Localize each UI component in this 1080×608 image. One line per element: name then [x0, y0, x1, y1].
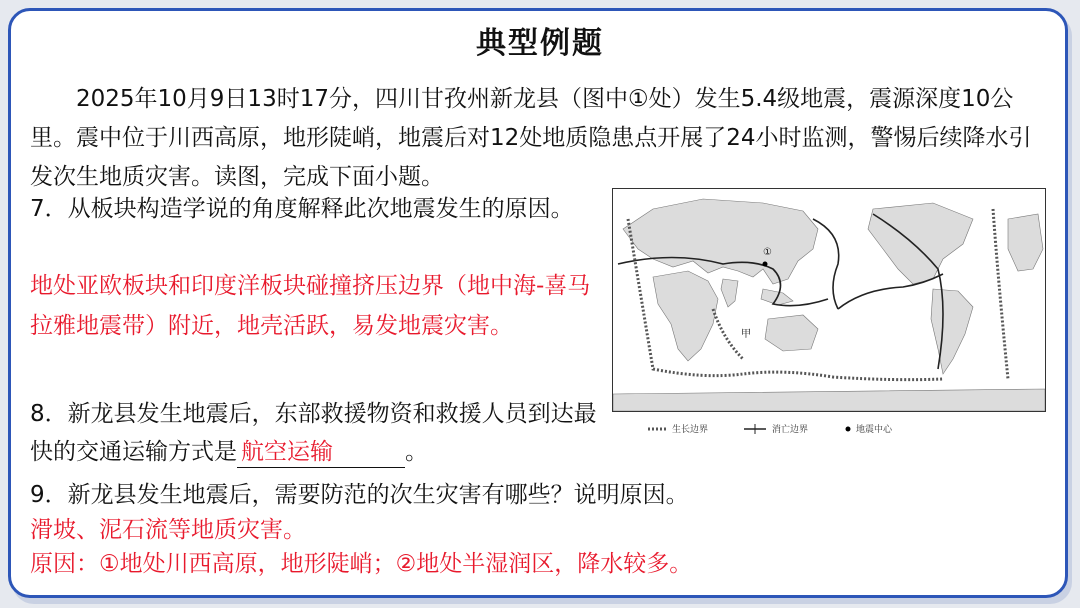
- question-9: 9．新龙县发生地震后，需要防范的次生灾害有哪些？说明原因。: [30, 482, 689, 508]
- legend-growth: 生长边界: [646, 422, 708, 435]
- epicenter-marker: [763, 262, 768, 267]
- plate-map: [612, 188, 1046, 412]
- subduction-boundary-icon: [742, 423, 768, 435]
- continent-india: [721, 279, 738, 307]
- epicenter-dot-icon: [844, 425, 852, 433]
- question-7: 7．从板块构造学说的角度解释此次地震发生的原因。: [30, 196, 574, 222]
- legend-subduction: 消亡边界: [742, 422, 808, 435]
- continent-south-america: [931, 289, 973, 374]
- continent-eurasia: [623, 199, 818, 284]
- answer-9-line2: 原因：①地处川西高原，地形陡峭；②地处半湿润区，降水较多。: [30, 551, 693, 577]
- ridge-indian: [713, 309, 743, 359]
- answer-9-line1: 滑坡、泥石流等地质灾害。: [30, 517, 306, 543]
- legend-epicenter: 地震中心: [844, 422, 892, 435]
- continent-north-america: [868, 203, 973, 284]
- ridge-atlantic: [993, 209, 1008, 379]
- question-8: [30, 395, 610, 471]
- plate-label-jia: 甲: [741, 329, 751, 340]
- slide-title: 典型例题: [476, 26, 604, 61]
- continent-antarctica: [613, 389, 1045, 411]
- growth-boundary-icon: [646, 423, 668, 435]
- question-8-text: 8．新龙县发生地震后，东部救援物资和救援人员到达最快的交通运输方式是: [30, 401, 597, 465]
- question-8-end: 。: [405, 439, 428, 465]
- plate-map-svg: [613, 189, 1045, 411]
- epicenter-label: ①: [763, 247, 772, 258]
- map-legend: [612, 418, 1044, 442]
- continent-australia: [765, 315, 818, 351]
- answer-8-blank: 航空运输: [237, 437, 405, 468]
- continent-africa: [653, 271, 718, 361]
- continent-west-europe: [1008, 214, 1043, 271]
- intro-paragraph: 2025年10月9日13时17分，四川甘孜州新龙县（图中①处）发生5.4级地震，震源深度10公里。震中位于川西高原，地形陡峭，地震后对12处地质隐患点开展了24小时监测，警惕后续降水引发次生地质灾害。读图，完成下面小题。: [30, 86, 1032, 190]
- answer-7: 地处亚欧板块和印度洋板块碰撞挤压边界（地中海-喜马拉雅地震带）附近，地壳活跃，易发地震灾害。: [30, 273, 591, 339]
